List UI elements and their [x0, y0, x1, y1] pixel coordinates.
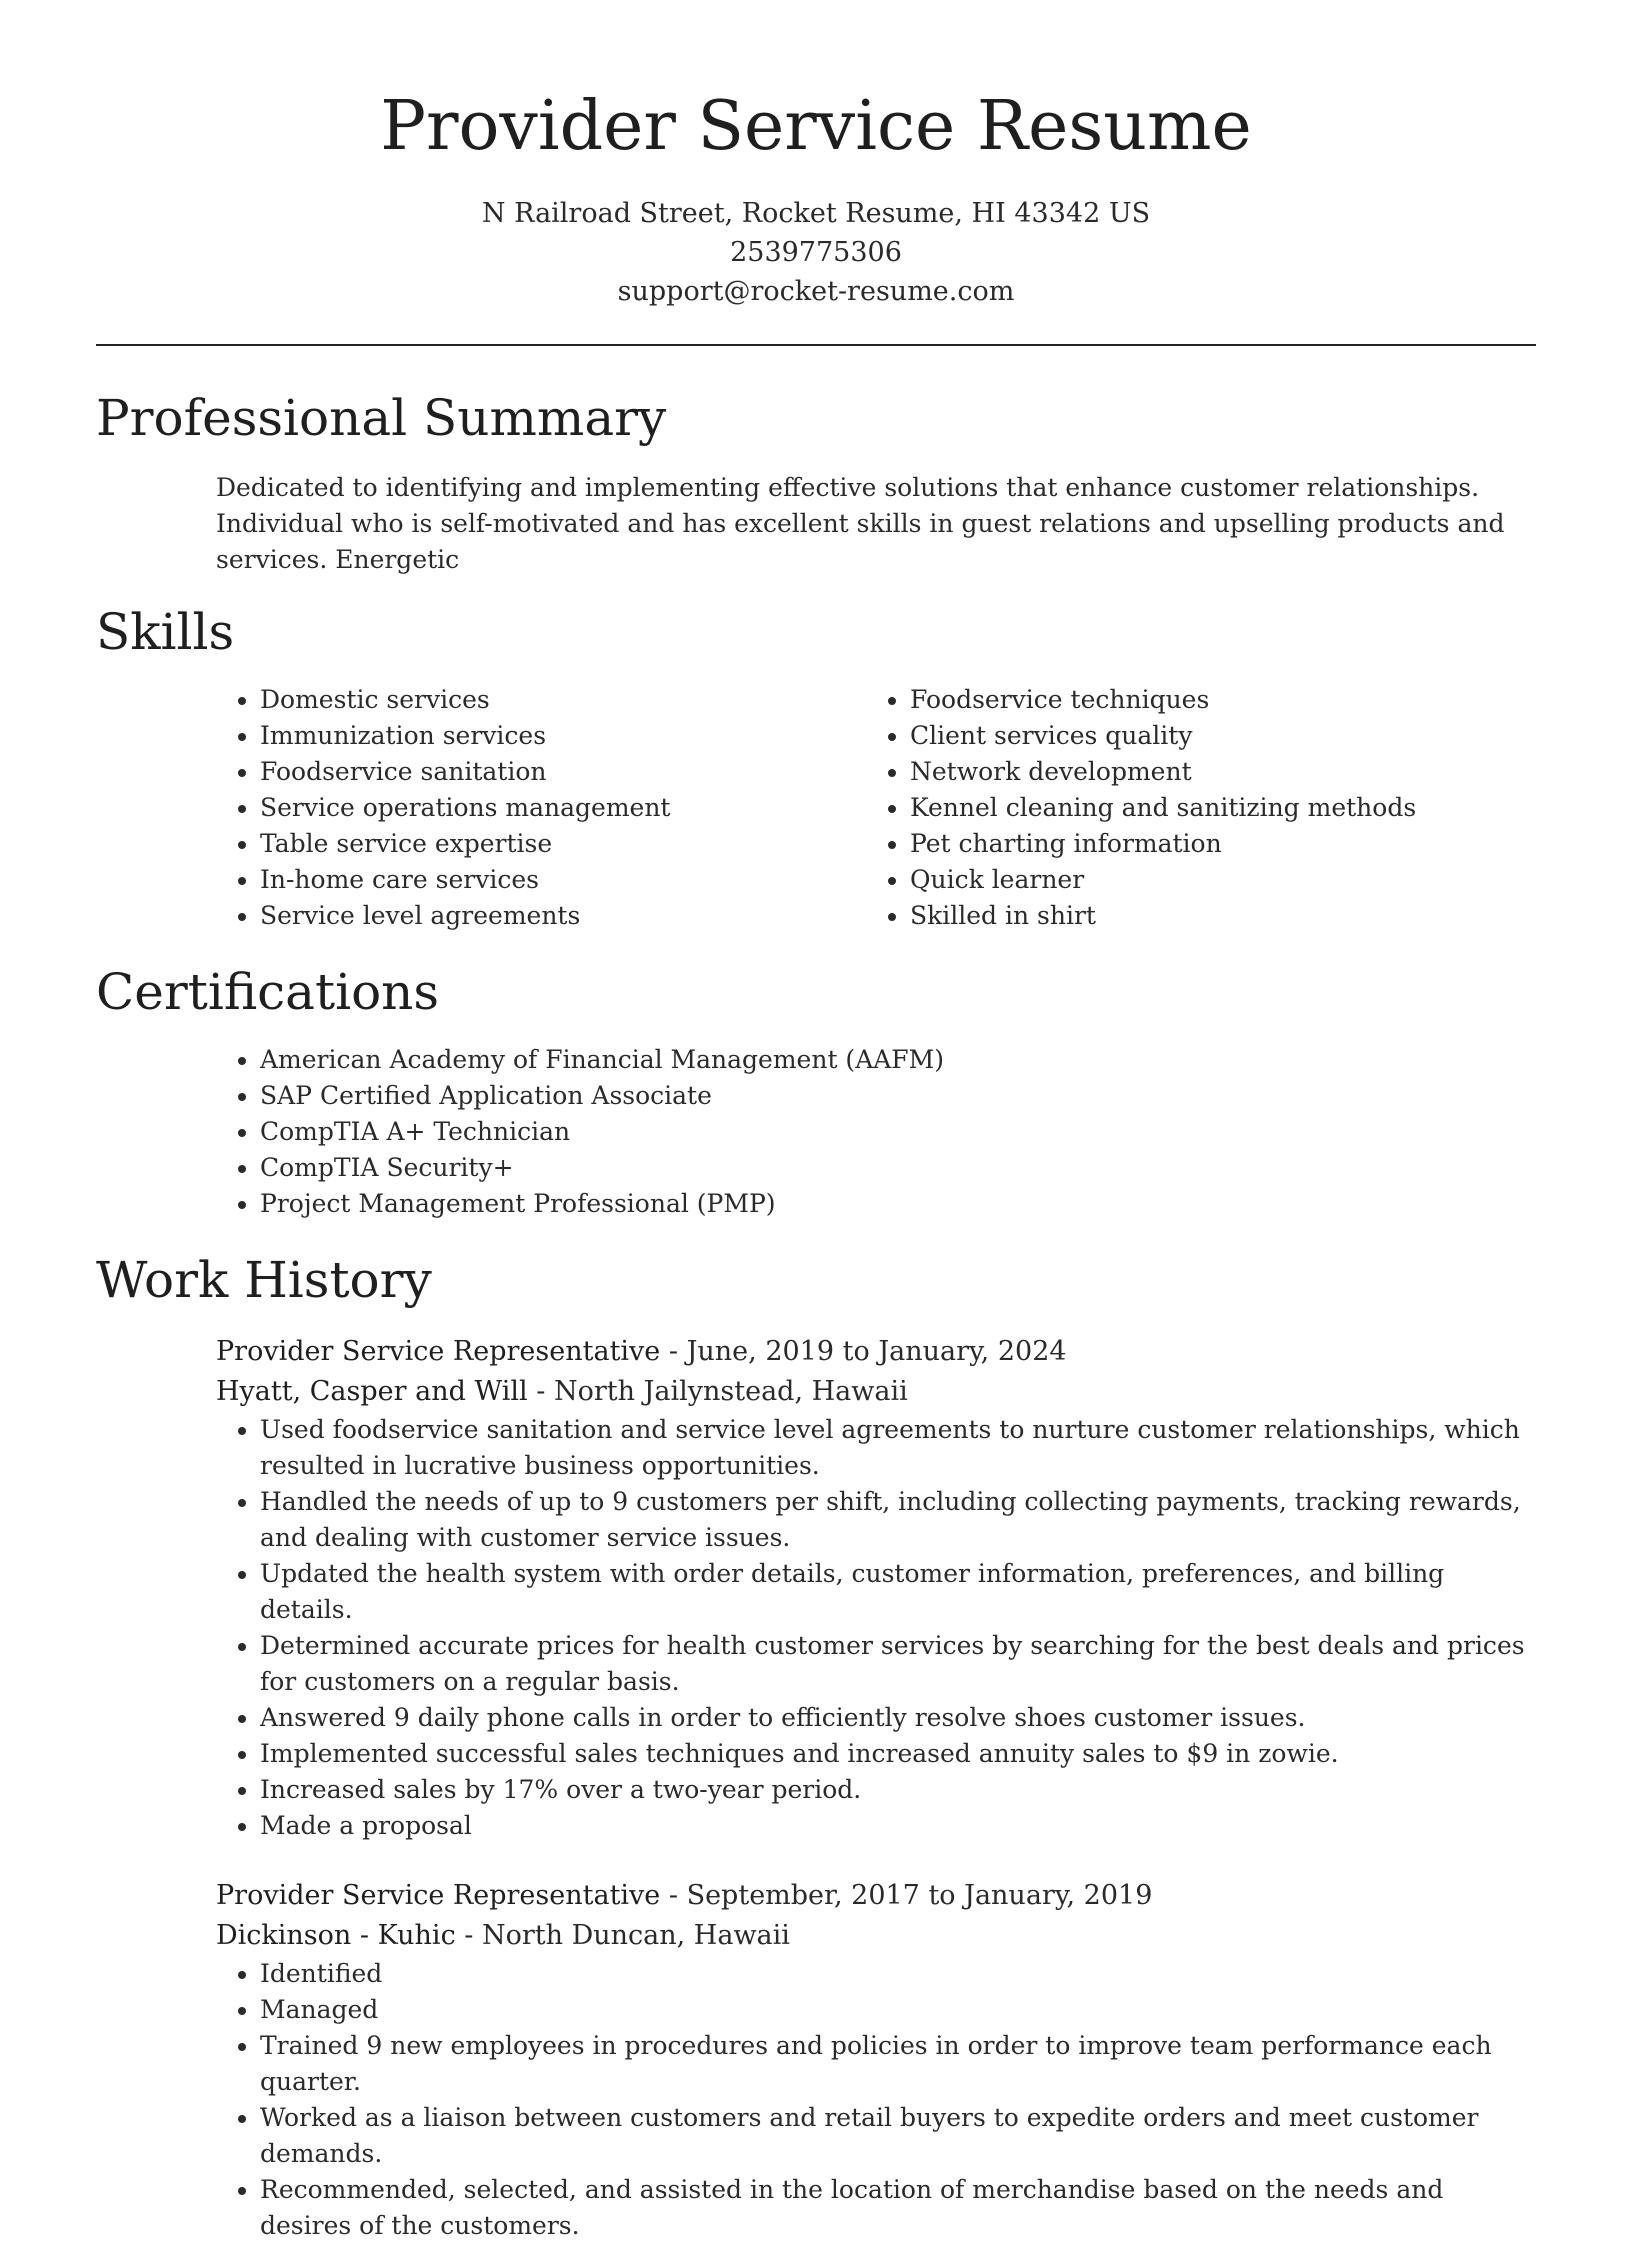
skill-item: • Immunization services	[260, 718, 866, 754]
job-company: Hyatt, Casper and Will	[216, 1376, 528, 1407]
job-bullets	[216, 1956, 1536, 2244]
resume-page	[96, 0, 1536, 2244]
skills-heading: Skills	[96, 603, 235, 661]
skill-item: • Foodservice techniques	[910, 682, 1516, 718]
job-entry	[216, 1332, 1536, 1844]
skills-column-left	[216, 682, 866, 934]
job-location: - North Duncan, Hawaii	[455, 1920, 790, 1951]
job-bullet: • Answered 9 daily phone calls in order to efficiently resolve shoes customer issues.	[260, 1700, 1536, 1736]
job-title-line	[216, 1876, 1536, 1916]
job-bullet: • Determined accurate prices for health customer services by searching for the best deals and prices for customers on a regular basis.	[260, 1628, 1536, 1700]
job-bullet: • Updated the health system with order details, customer information, preferences, and billing details.	[260, 1556, 1536, 1628]
contact-phone: 2539775306	[730, 237, 902, 268]
job-company: Dickinson - Kuhic	[216, 1920, 456, 1951]
skill-item: • In-home care services	[260, 862, 866, 898]
work-history-heading: Work History	[96, 1251, 432, 1309]
job-bullet: • Increased sales by 17% over a two-year period.	[260, 1772, 1536, 1808]
job-title: Provider Service Representative	[216, 1880, 661, 1911]
skill-item: • Table service expertise	[260, 826, 866, 862]
skills-column-right	[866, 682, 1516, 934]
job-bullet: • Worked as a liaison between customers and retail buyers to expedite orders and meet customer demands.	[260, 2100, 1536, 2172]
skill-item: • Kennel cleaning and sanitizing methods	[910, 790, 1516, 826]
skill-item: • Skilled in shirt	[910, 898, 1516, 934]
job-bullet: • Implemented successful sales techniques and increased annuity sales to $9 in zowie.	[260, 1736, 1536, 1772]
page-title: Provider Service Resume	[380, 87, 1252, 166]
job-dates: - September, 2017 to January, 2019	[660, 1880, 1153, 1911]
job-bullet: • Handled the needs of up to 9 customers per shift, including collecting payments, tracking rewards, and dealing with customer service issues.	[260, 1484, 1536, 1556]
job-bullet: • Managed	[260, 1992, 1536, 2028]
job-company-line	[216, 1372, 1536, 1412]
job-company-line	[216, 1916, 1536, 1956]
certification-item: • CompTIA A+ Technician	[260, 1114, 1536, 1150]
job-location: - North Jailynstead, Hawaii	[527, 1376, 908, 1407]
certification-item: • CompTIA Security+	[260, 1150, 1536, 1186]
job-bullet: • Used foodservice sanitation and service level agreements to nurture customer relationships, which resulted in lucrative business opportunities.	[260, 1412, 1536, 1484]
summary-text: Dedicated to identifying and implementing effective solutions that enhance customer relationships. Individual who is self-motivated and has excellent skills in guest relations and upselling products and services. Energetic	[216, 473, 1505, 574]
summary-heading: Professional Summary	[96, 389, 667, 447]
skill-item: • Service operations management	[260, 790, 866, 826]
skill-item: • Quick learner	[910, 862, 1516, 898]
skill-item: • Client services quality	[910, 718, 1516, 754]
skill-item: • Foodservice sanitation	[260, 754, 866, 790]
contact-address: N Railroad Street, Rocket Resume, HI 43342 US	[481, 198, 1151, 229]
job-bullets	[216, 1412, 1536, 1844]
skill-item: • Domestic services	[260, 682, 866, 718]
skill-item: • Service level agreements	[260, 898, 866, 934]
job-dates: - June, 2019 to January, 2024	[660, 1336, 1067, 1367]
job-title-line	[216, 1332, 1536, 1372]
contact-email: support@rocket-resume.com	[617, 276, 1015, 307]
skill-item: • Pet charting information	[910, 826, 1516, 862]
certification-item: • American Academy of Financial Management (AAFM)	[260, 1042, 1536, 1078]
header-divider	[96, 344, 1536, 346]
resume-header	[96, 0, 1536, 311]
job-bullet: • Trained 9 new employees in procedures and policies in order to improve team performance each quarter.	[260, 2028, 1536, 2100]
job-bullet: • Made a proposal	[260, 1808, 1536, 1844]
skill-item: • Network development	[910, 754, 1516, 790]
certification-item: • SAP Certified Application Associate	[260, 1078, 1536, 1114]
job-entry	[216, 1876, 1536, 2244]
certification-item: • Project Management Professional (PMP)	[260, 1186, 1536, 1222]
certifications-list	[216, 1042, 1536, 1222]
certifications-heading: Certifications	[96, 963, 440, 1021]
skills-list	[216, 682, 1536, 934]
job-title: Provider Service Representative	[216, 1336, 661, 1367]
job-bullet: • Identified	[260, 1956, 1536, 1992]
job-bullet: • Recommended, selected, and assisted in the location of merchandise based on the needs and desires of the customers.	[260, 2172, 1536, 2244]
